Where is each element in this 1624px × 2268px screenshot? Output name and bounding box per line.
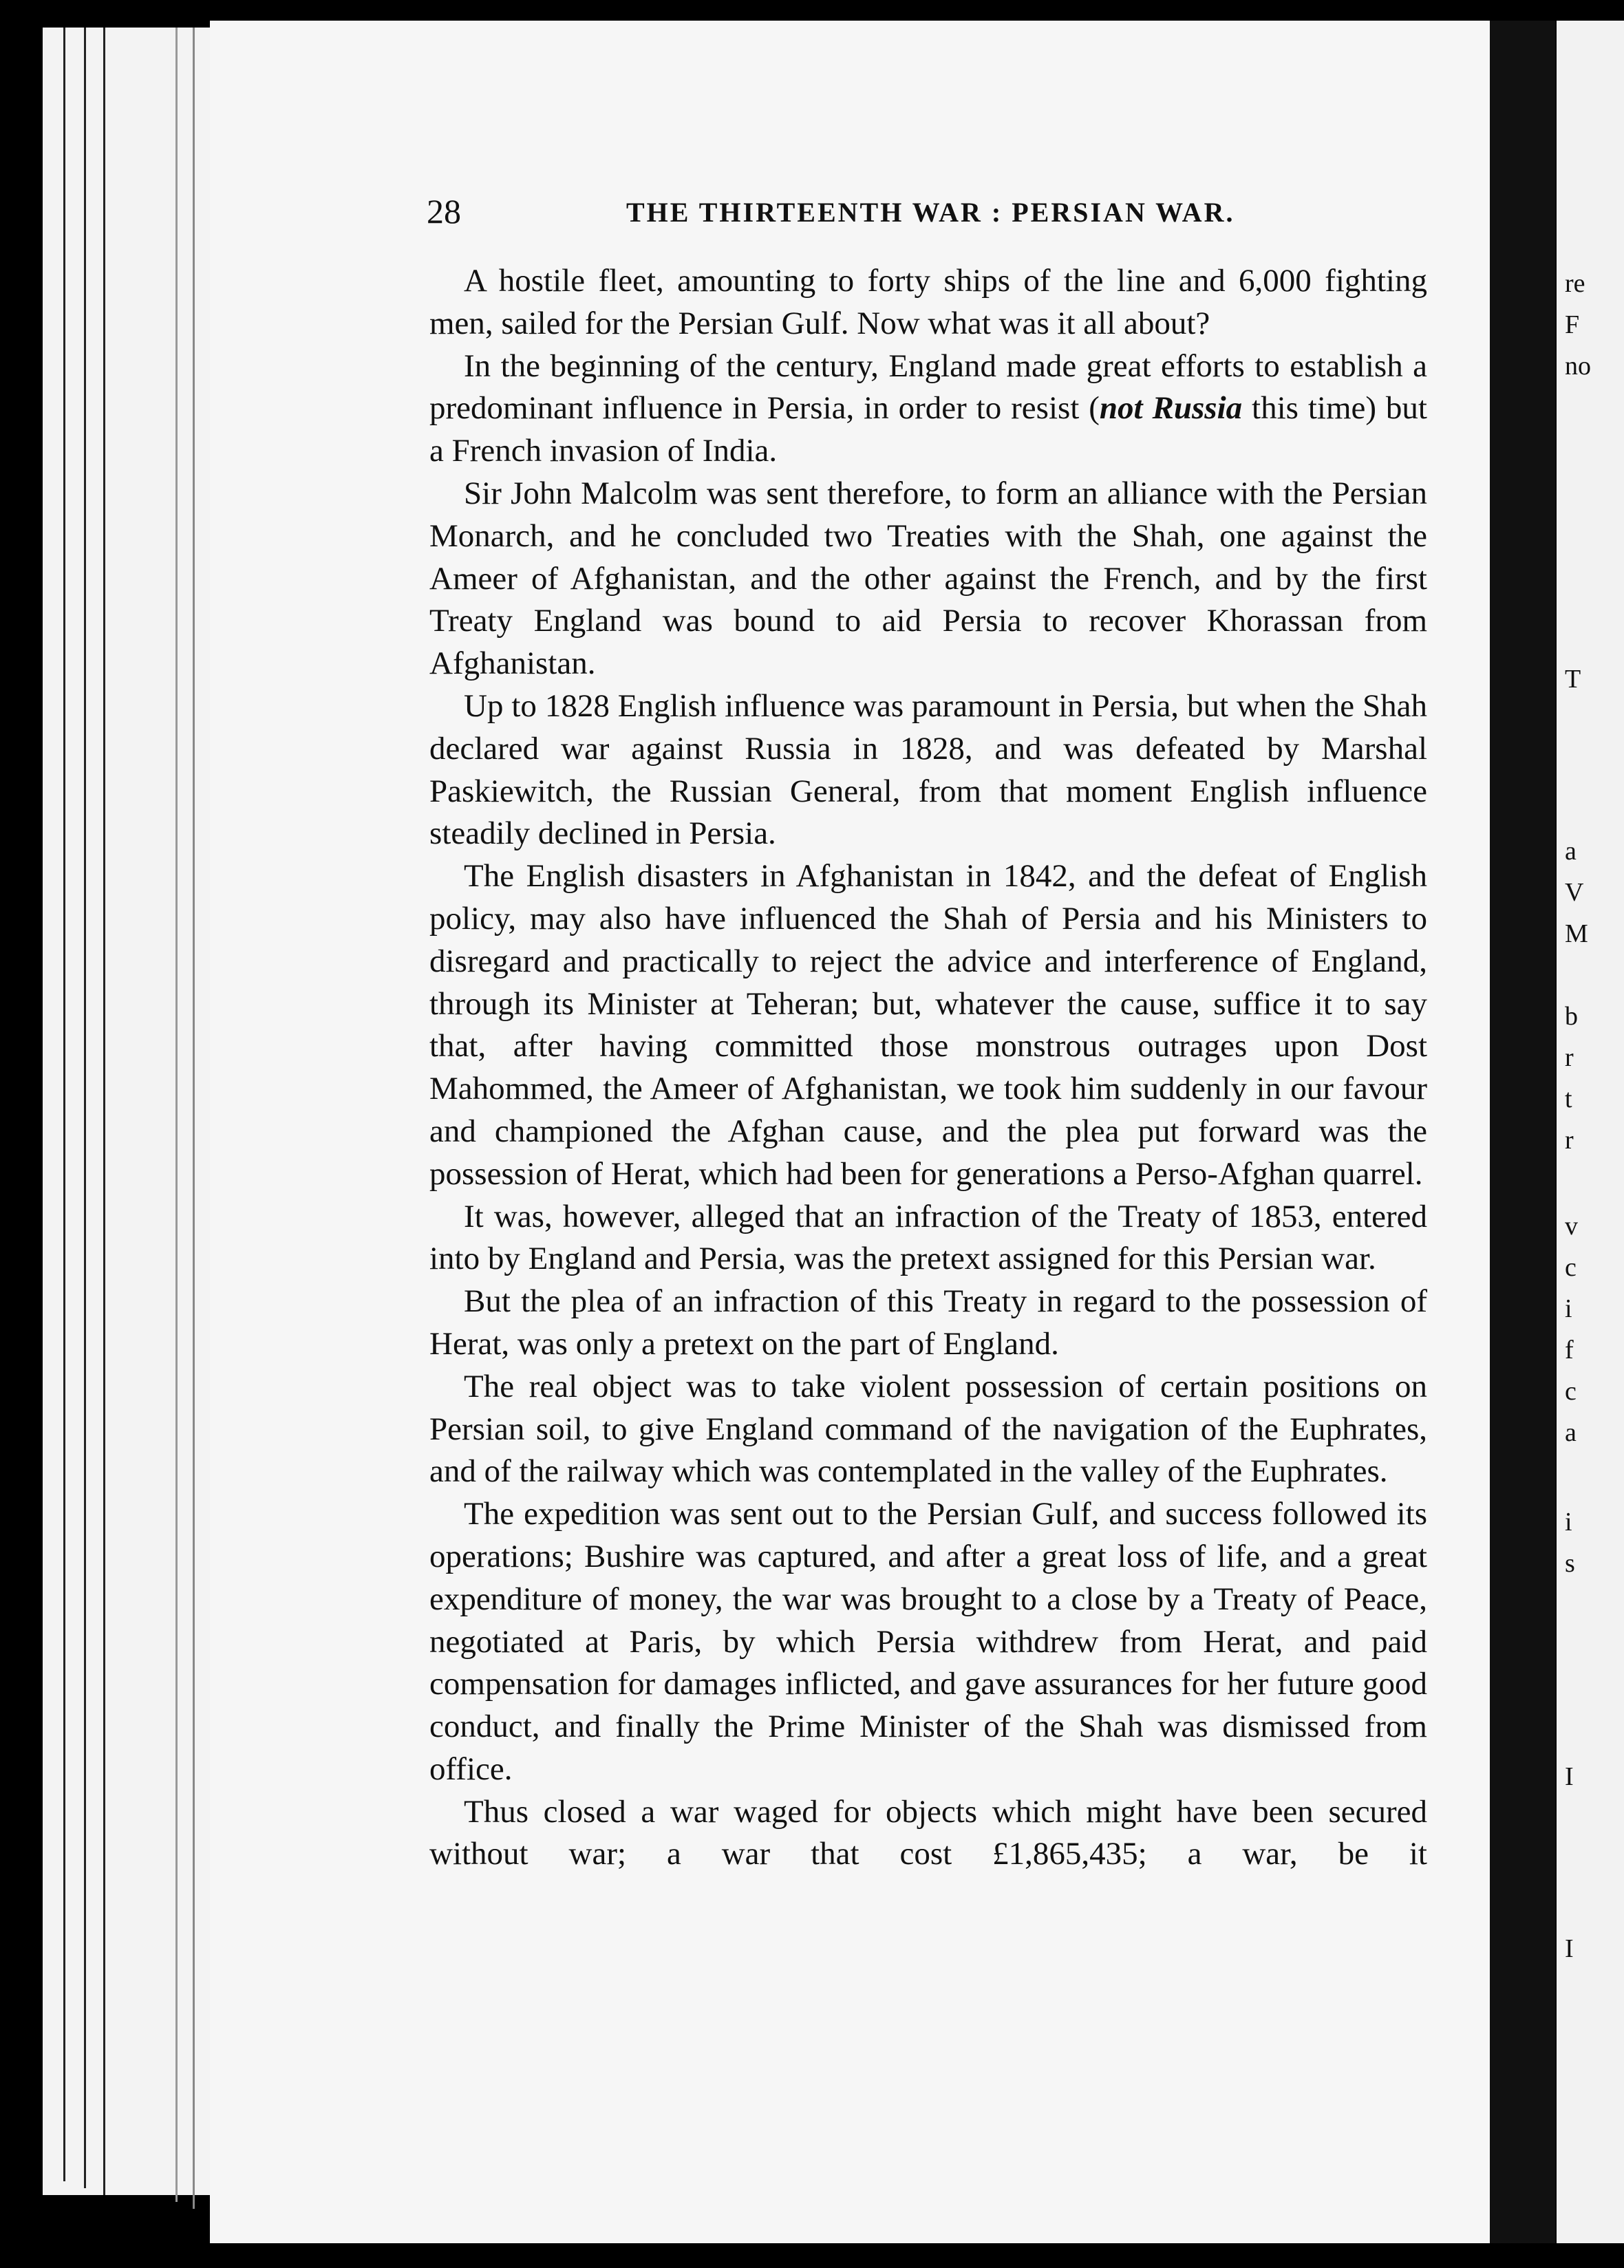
facing-fragment: T <box>1565 665 1581 694</box>
paragraph: A hostile fleet, amounting to forty ships of the line and 6,000 fighting men, sailed for the Persian Gulf. Now what was it all about? <box>429 263 1427 341</box>
paragraph: It was, however, alleged that an infraction of the Treaty of 1853, entered into by England and Persia, was the pretext assigned for this Persian war. <box>429 1198 1427 1277</box>
facing-fragment: re <box>1565 269 1585 298</box>
italic-phrase: not Russia <box>1099 390 1243 427</box>
paragraph-text: In the beginning of the century, England made great efforts to establish a predominant influence in Persia, in order to resist ( <box>429 347 1427 427</box>
page-edge-line <box>193 28 195 2209</box>
paragraph-text: this time) but a French invasion of India. <box>429 390 1427 469</box>
page-edge-line <box>175 28 178 2202</box>
facing-fragment: t <box>1565 1084 1572 1113</box>
page-edge-line <box>63 28 65 2181</box>
facing-fragment: b <box>1565 1002 1578 1031</box>
facing-fragment: c <box>1565 1253 1577 1282</box>
paragraph: The expedition was sent out to the Persian Gulf, and success followed its operations; Bushire was captured, and after a great loss of life, and a great expenditure of money, the war was brought to a close by a Treaty of Peace, negotiated at Paris, by which Persia withdrew from Herat, and paid compensation for damages inflicted, and gave assurances for her future good conduct, and finally the Prime Minister of the Shah was dismissed from office. <box>429 1496 1427 1787</box>
facing-page <box>1557 21 1624 2243</box>
page-number: 28 <box>427 192 461 231</box>
book-gutter <box>1490 21 1555 2243</box>
facing-fragment: I <box>1565 1934 1574 1963</box>
facing-fragment: r <box>1565 1126 1574 1155</box>
facing-fragment: i <box>1565 1294 1572 1323</box>
paragraph: The real object was to take violent possession of certain positions on Persian soil, to give England command of the navigation of the Euphrates, and of the railway which was contemplated in the valley of the Euphrates. <box>429 1368 1427 1490</box>
facing-fragment: a <box>1565 1418 1577 1447</box>
facing-fragment: V <box>1565 878 1584 907</box>
facing-fragment: r <box>1565 1043 1574 1072</box>
facing-fragment: i <box>1565 1508 1572 1537</box>
paragraph <box>429 345 1427 473</box>
paragraph: But the plea of an infraction of this Treaty in regard to the possession of Herat, was only a pretext on the part of England. <box>429 1283 1427 1362</box>
facing-fragment: F <box>1565 310 1580 339</box>
facing-fragment: c <box>1565 1377 1577 1406</box>
facing-fragment: a <box>1565 837 1577 866</box>
body-text <box>429 260 1427 1876</box>
page-edge-line <box>103 28 105 2195</box>
stacked-page-edges <box>43 28 222 2195</box>
paragraph: Thus closed a war waged for objects which might have been secured without war; a war that cost £1,865,435; a war, be it <box>429 1793 1427 1872</box>
running-head-title: THE THIRTEENTH WAR : PERSIAN WAR. <box>626 197 1235 228</box>
facing-fragment: M <box>1565 919 1588 948</box>
facing-fragment: I <box>1565 1762 1574 1791</box>
page-edge-line <box>84 28 86 2188</box>
facing-fragment: f <box>1565 1336 1574 1365</box>
paragraph: Sir John Malcolm was sent therefore, to form an alliance with the Persian Monarch, and he concluded two Treaties with the Shah, one against the Ameer of Afghanistan, and the other against the French, and by the first Treaty England was bound to aid Persia to recover Khorassan from Afghanistan. <box>429 475 1427 682</box>
paragraph: Up to 1828 English influence was paramount in Persia, but when the Shah declared war against Russia in 1828, and was defeated by Marshal Paskiewitch, the Russian General, from that moment English influence steadily declined in Persia. <box>429 687 1427 852</box>
facing-fragment: s <box>1565 1549 1575 1578</box>
facing-fragment: v <box>1565 1212 1578 1241</box>
facing-fragment: no <box>1565 352 1591 381</box>
paragraph: The English disasters in Afghanistan in 1842, and the defeat of English policy, may also have influenced the Shah of Persia and his Ministers to disregard and practically to reject the advice and interference of England, through its Minister at Teheran; but, whatever the cause, suffice it to say that, after having committed those monstrous outrages upon Dost Mahommed, the Ameer of Afghanistan, we took him suddenly in our favour and championed the Afghan cause, and the plea put forward was the possession of Herat, which had been for generations a Perso-Afghan quarrel. <box>429 858 1427 1192</box>
